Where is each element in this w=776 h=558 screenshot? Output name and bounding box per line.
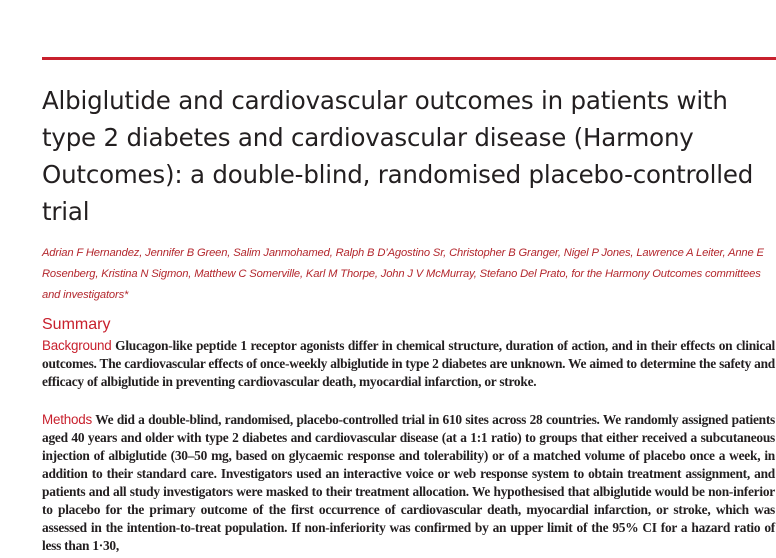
article-title: Albiglutide and cardiovascular outcomes in patients with type 2 diabetes and cardiovascular disease (Harmony Outcomes): a double-blind, randomised placebo-controlled trial xyxy=(42,86,754,226)
methods-paragraph xyxy=(42,411,775,555)
header-rule xyxy=(42,57,776,60)
methods-label: Methods xyxy=(42,412,92,427)
background-paragraph xyxy=(42,337,775,391)
methods-text: We did a double-blind, randomised, placebo-controlled trial in 610 sites across 28 countries. We randomly assigned patients aged 40 years and older with type 2 diabetes and cardiovascular disease (at a 1:1 ratio) to groups that either received a subcutaneous injection of albiglutide (30–50 mg, based on glycaemic response and tolerability) or of a matched volume of placebo once a week, in addition to their standard care. Investigators used an interactive voice or web response system to obtain treatment assignment, and patients and all study investigators were masked to their treatment allocation. We hypothesised that albiglutide would be non-inferior to placebo for the primary outcome of the first occurrence of cardiovascular death, myocardial infarction, or stroke, which was assessed in the intention-to-treat population. If non-inferiority was confirmed by an upper limit of the 95% CI for a hazard ratio of less than 1·30, xyxy=(42,412,776,553)
summary-heading: Summary xyxy=(42,316,111,333)
background-label: Background xyxy=(42,338,112,353)
author-list: Adrian F Hernandez, Jennifer B Green, Salim Janmohamed, Ralph B D’Agostino Sr, Christopher B Granger, Nigel P Jones, Lawrence A Leiter, Anne E Rosenberg, Kristina N Sigmon, Matthew C Somerville, Karl M Thorpe, John J V McMurray, Stefano Del Prato, for the Harmony Outcomes committees and investigators* xyxy=(42,247,764,301)
background-text: Glucagon-like peptide 1 receptor agonists differ in chemical structure, duration of action, and in their effects on clinical outcomes. The cardiovascular effects of once-weekly albiglutide in type 2 diabetes are unknown. We aimed to determine the safety and efficacy of albiglutide in preventing cardiovascular death, myocardial infarction, or stroke. xyxy=(42,338,775,389)
